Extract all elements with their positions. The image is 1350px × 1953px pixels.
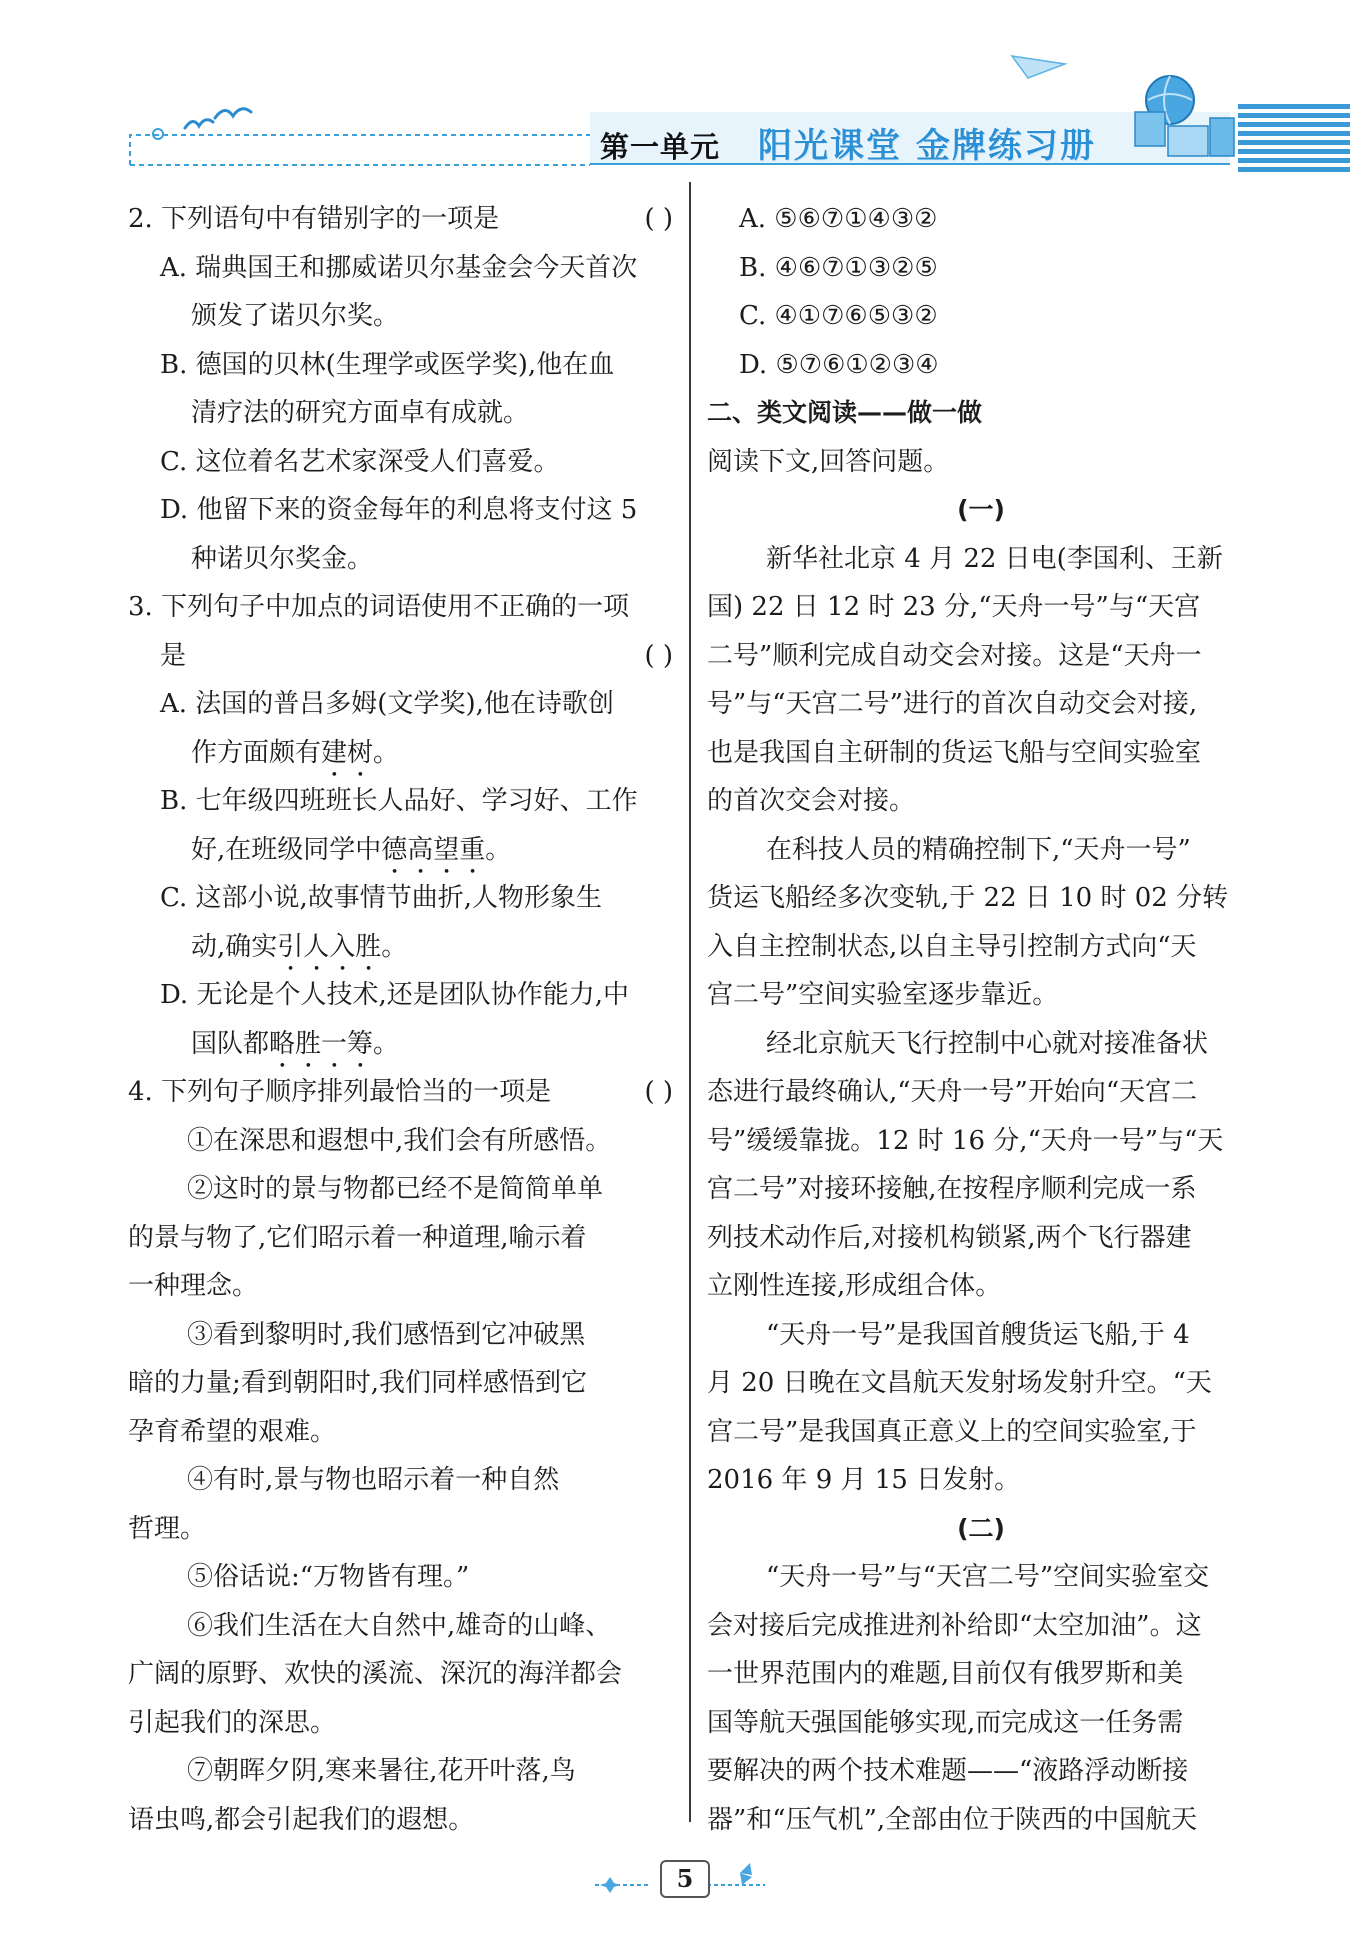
q4-option-c: C. ④①⑦⑥⑤③② <box>739 301 938 331</box>
answer-bracket: ( ) <box>644 1077 673 1107</box>
q4-sentence-7-cont: 语虫鸣,都会引起我们的遐想。 <box>128 1804 475 1835</box>
q2-option-d-line2: 种诺贝尔奖金。 <box>191 543 374 574</box>
passage-line: 入自主控制状态,以自主导引控制方式向“天 <box>707 931 1197 962</box>
dotted-word: 略胜一筹 <box>269 1028 374 1059</box>
answer-bracket: ( ) <box>644 640 673 671</box>
q3-stem-line2: 是 ( ) <box>128 632 673 681</box>
q2-option-a-line1: A. 瑞典国王和挪威诺贝尔基金会今天首次 <box>160 252 638 283</box>
q2-option-c-line1: C. 这位着名艺术家深受人们喜爱。 <box>160 446 560 477</box>
q4-sentence-6-cont: 引起我们的深思。 <box>128 1707 337 1738</box>
page-number: 5 <box>660 1860 710 1898</box>
passage-line: 要解决的两个技术难题——“液路浮动断接 <box>707 1756 1189 1786</box>
passage-line: 二号”顺利完成自动交会对接。这是“天舟一 <box>707 640 1202 671</box>
passage-line: 宫二号”是我国真正意义上的空间实验室,于 <box>707 1416 1197 1447</box>
part-heading-2: (二) <box>957 1513 1005 1543</box>
passage-line: 会对接后完成推进剂补给即“太空加油”。这 <box>707 1610 1202 1641</box>
page-header <box>0 0 1350 185</box>
q3-option-d-line1: D. 无论是个人技术,还是团队协作能力,中 <box>160 980 629 1010</box>
passage-line: 经北京航天飞行控制中心就对接准备状 <box>766 1028 1209 1059</box>
left-column <box>128 195 673 1844</box>
birds-icon <box>185 109 251 128</box>
q4-sentence-3: ③看到黎明时,我们感悟到它冲破黑 <box>187 1319 586 1350</box>
q4-option-a: A. ⑤⑥⑦①④③② <box>739 204 938 234</box>
passage-line: “天舟一号”是我国首艘货运飞船,于 4 <box>766 1319 1190 1350</box>
dotted-word: 建树 <box>321 737 374 768</box>
dotted-word: 引人入胜 <box>277 931 382 962</box>
passage-line: 列技术动作后,对接机构锁紧,两个飞行器建 <box>707 1222 1192 1253</box>
passage-line: 月 20 日晚在文昌航天发射场发射升空。“天 <box>707 1368 1212 1398</box>
right-column <box>707 195 1255 1844</box>
dotted-word: 德高望重 <box>381 834 486 865</box>
passage-line: 2016 年 9 月 15 日发射。 <box>707 1465 1021 1495</box>
passage-line: 态进行最终确认,“天舟一号”开始向“天宫二 <box>707 1077 1198 1107</box>
q4-sentence-6-cont: 广阔的原野、欢快的溪流、深沉的海洋都会 <box>128 1659 623 1689</box>
section-heading: 二、类文阅读——做一做 <box>707 398 983 427</box>
q3-option-d-line2: 国队都略胜一筹。 <box>191 1028 400 1059</box>
q2-stem: 2. 下列语句中有错别字的一项是 ( ) <box>128 195 673 244</box>
q4-sentence-4-cont: 哲理。 <box>128 1513 207 1544</box>
passage-line: 宫二号”对接环接触,在按程序顺利完成一系 <box>707 1174 1197 1204</box>
q3-option-b-line1: B. 七年级四班班长人品好、学习好、工作 <box>160 786 638 816</box>
q4-sentence-5: ⑤俗话说:“万物皆有理。” <box>187 1562 470 1592</box>
star-icon <box>600 1877 620 1893</box>
q2-option-a-line2: 颁发了诺贝尔奖。 <box>191 301 400 331</box>
q2-option-d-line1: D. 他留下来的资金每年的利息将支付这 5 <box>160 495 638 525</box>
passage-line: 号”与“天宫二号”进行的首次自动交会对接, <box>707 689 1198 719</box>
pinwheel-icon <box>740 1863 752 1885</box>
reading-instruction: 阅读下文,回答问题。 <box>707 446 950 477</box>
q2-option-b-line1: B. 德国的贝林(生理学或医学奖),他在血 <box>160 349 615 380</box>
paper-plane-icon <box>1012 56 1065 78</box>
unit-title: 第一单元 <box>600 130 721 164</box>
passage-line: 也是我国自主研制的货运飞船与空间实验室 <box>707 737 1202 768</box>
passage-line: 的首次交会对接。 <box>707 786 916 816</box>
passage-line: “天舟一号”与“天宫二号”空间实验室交 <box>766 1562 1210 1592</box>
q3-option-c-line1: C. 这部小说,故事情节曲折,人物形象生 <box>160 883 603 913</box>
passage-line: 国) 22 日 12 时 23 分,“天舟一号”与“天宫 <box>707 592 1201 622</box>
q4-sentence-2-cont: 的景与物了,它们昭示着一种道理,喻示着 <box>128 1222 587 1253</box>
q3-option-c-line2: 动,确实引人入胜。 <box>191 931 408 962</box>
q3-option-b-line2: 好,在班级同学中德高望重。 <box>191 834 512 865</box>
q4-sentence-4: ④有时,景与物也昭示着一种自然 <box>187 1465 560 1495</box>
passage-line: 宫二号”空间实验室逐步靠近。 <box>707 980 1059 1010</box>
q4-sentence-7: ⑦朝晖夕阴,寒来暑往,花开叶落,鸟 <box>187 1756 576 1786</box>
q3-stem-line1: 3. 下列句子中加点的词语使用不正确的一项 <box>128 592 630 622</box>
passage-line: 新华社北京 4 月 22 日电(李国利、王新 <box>766 543 1223 574</box>
column-divider <box>689 182 691 1822</box>
q2-option-b-line2: 清疗法的研究方面卓有成就。 <box>191 398 530 428</box>
q4-sentence-3-cont: 暗的力量;看到朝阳时,我们同样感悟到它 <box>128 1368 588 1398</box>
passage-line: 立刚性连接,形成组合体。 <box>707 1271 1002 1301</box>
passage-line: 器”和“压气机”,全部由位于陕西的中国航天 <box>707 1804 1198 1835</box>
passage-line: 在科技人员的精确控制下,“天舟一号” <box>766 834 1191 865</box>
answer-bracket: ( ) <box>644 204 673 234</box>
passage-line: 货运飞船经多次变轨,于 22 日 10 时 02 分转 <box>707 883 1229 913</box>
q3-option-a-line1: A. 法国的普吕多姆(文学奖),他在诗歌创 <box>160 689 614 719</box>
q4-option-d: D. ⑤⑦⑥①②③④ <box>739 349 939 380</box>
q4-sentence-6: ⑥我们生活在大自然中,雄奇的山峰、 <box>187 1610 612 1641</box>
q4-stem: 4. 下列句子顺序排列最恰当的一项是 ( ) <box>128 1068 673 1117</box>
q3-option-a-line2: 作方面颇有建树。 <box>191 737 400 768</box>
q4-sentence-2: ②这时的景与物都已经不是简简单单 <box>187 1174 604 1204</box>
q4-option-b: B. ④⑥⑦①③②⑤ <box>739 252 938 283</box>
q4-sentence-3-cont: 孕育希望的艰难。 <box>128 1416 337 1447</box>
q4-sentence-2-cont: 一种理念。 <box>128 1271 259 1301</box>
header-stripes <box>1238 104 1350 172</box>
brand-title: 阳光课堂 金牌练习册 <box>758 126 1096 166</box>
passage-line: 一世界范围内的难题,目前仅有俄罗斯和美 <box>707 1659 1184 1689</box>
q4-sentence-1: ①在深思和遐想中,我们会有所感悟。 <box>187 1125 612 1156</box>
part-heading-1: (一) <box>957 495 1005 524</box>
passage-line: 号”缓缓靠拢。12 时 16 分,“天舟一号”与“天 <box>707 1125 1224 1156</box>
passage-line: 国等航天强国能够实现,而完成这一任务需 <box>707 1707 1184 1738</box>
